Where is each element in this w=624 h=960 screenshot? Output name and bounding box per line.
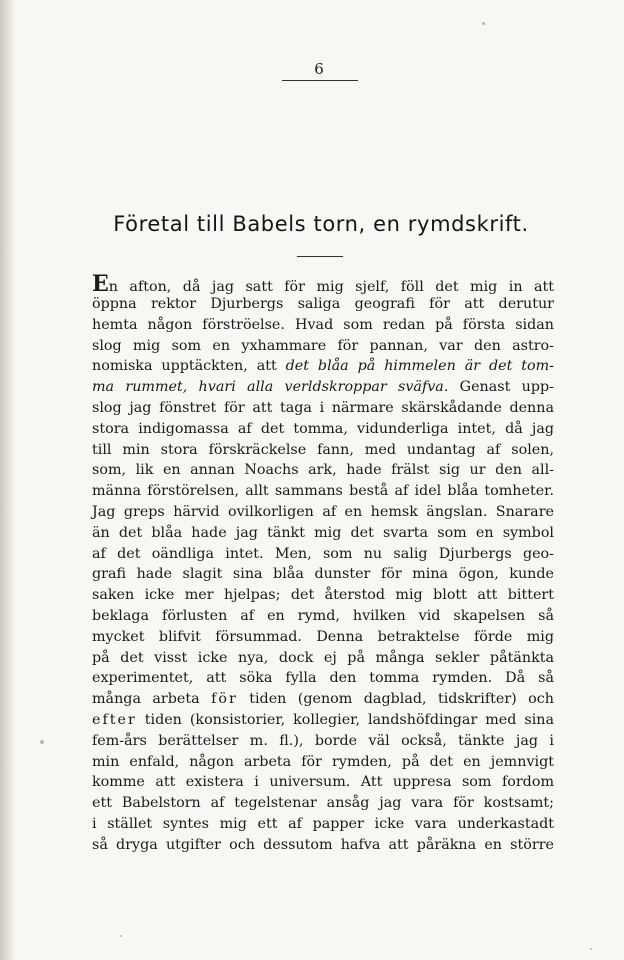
body-line: grafi hade slagit sina blåa dunster för mina ögon, kunde [92,566,554,583]
dropcap: E [92,271,109,297]
body-line: öppna rektor Djurbergs saliga geografi för att derutur [92,296,554,312]
body-line: slog mig som en yxhammare för pannan, var den astro- [92,337,554,354]
body-line: till min stora förskräckelse fann, med undantag af solen, [92,441,554,458]
line-text: nomiska upptäckten, att [92,358,286,375]
body-line: komme att existera i universum. Att uppresa som fordom [92,774,554,791]
page-number-rule [282,80,358,81]
body-line [92,689,554,710]
body-line: stora indigomassa af det tomma, vidunderliga intet, då jag [92,420,554,437]
spaced-word: för [211,691,238,708]
title-rule [297,256,343,257]
italic-quote: det blåa på himmelen är det tom- [285,358,554,375]
paper-speck [40,740,44,744]
body-line: slog jag fönstret för att taga i närmare skärskådande denna [92,399,554,416]
body-line [92,710,554,731]
chapter-title: Företal till Babels torn, en rymdskrift. [113,212,529,236]
line-text: tiden (genom dagblad, tidskrifter) och [237,691,554,708]
body-line: beklaga förlusten af en rymd, hvilken vid skapelsen så [92,607,554,624]
page-number: 6 [314,60,324,78]
line-text: tiden (konsistorier, kollegier, landshöfdingar med sina [136,711,554,728]
body-line: hemta någon förströelse. Hvad som redan på första sidan [92,316,554,333]
body-line: på det visst icke nya, dock ej på många sekler påtänkta [92,649,554,666]
italic-quote: ma rummet, hvari alla verldskroppar sväfva. [92,379,449,396]
body-line: så dryga utgifter och dessutom hafva att påräkna en större [92,836,554,853]
line-text: n afton, då jag satt för mig sjelf, föll det mig in att [108,279,554,295]
body-line: i stället syntes mig ett af papper icke vara underkastadt [92,815,554,832]
body-line [92,356,554,377]
line-text: Genast upp- [448,379,554,396]
body-line: männa förstörelsen, allt sammans bestå af idel blåa tomheter. [92,483,554,500]
body-line: ett Babelstorn af tegelstenar ansåg jag vara för kostsamt; [92,795,554,812]
body-line: experimentet, att söka fylla den tomma rymden. Då så [92,670,554,687]
body-line: Jag greps härvid ovilkorligen af en hemsk ängslan. Snarare [92,503,554,520]
paper-speck [590,948,592,950]
line-text: många arbeta [92,691,212,708]
paper-speck [482,22,485,25]
body-line: af det oändliga intet. Men, som nu salig Djurbergs geo- [92,545,554,562]
body-line: som, lik en annan Noachs ark, hade frälst sig ur den all- [92,462,554,479]
body-line [92,377,554,398]
body-text [92,272,554,856]
body-line: än det blåa hade jag tänkt mig det svarta som en symbol [92,524,554,541]
body-line: fem-års berättelser m. fl.), borde väl också, tänkte jag i [92,732,554,749]
body-line: mycket blifvit försummad. Denna betraktelse förde mig [92,628,554,645]
binding-gutter [0,0,16,960]
body-line: saken icke mer hjelpas; det återstod mig blott att bittert [92,587,554,604]
spaced-word: efter [92,711,137,728]
body-line: min enfald, någon arbeta för rymden, på det en jemnvigt [92,753,554,770]
paper-speck [120,935,122,937]
body-line [92,271,554,297]
